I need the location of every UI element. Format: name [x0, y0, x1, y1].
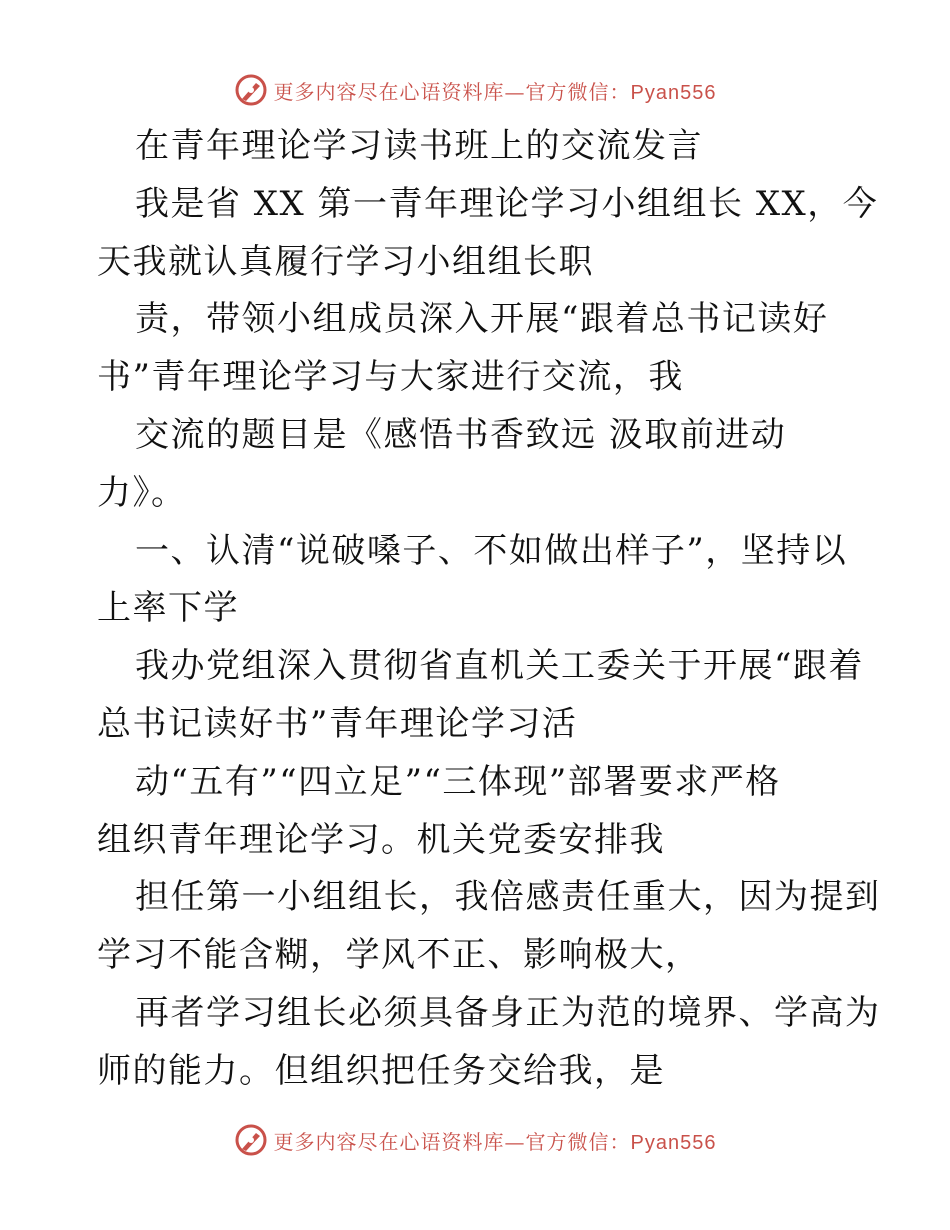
text-line: 师的能力。但组织把任务交给我，是: [97, 1050, 665, 1091]
banner-separator: —: [504, 1129, 526, 1154]
banner-wechat-id: Pyan556: [630, 81, 717, 104]
text-line: 担任第一小组组长，我倍感责任重大，因为提到: [135, 877, 881, 918]
logo-pen-icon: [234, 1123, 268, 1157]
banner-slogan: 更多内容尽在心语资料库: [273, 1129, 505, 1154]
text-line: 学习不能含糊，学风不正、影响极大，: [97, 935, 701, 976]
text-line: 责，带领小组成员深入开展“跟着总书记读好: [135, 299, 829, 340]
document-body: [97, 118, 881, 1101]
text-line: 组织青年理论学习。机关党委安排我: [97, 819, 665, 860]
banner-wechat-label: 官方微信：: [525, 1129, 631, 1154]
text-line: 交流的题目是《感悟书香致远 汲取前进动: [135, 414, 787, 455]
text-line: 我是省 XX 第一青年理论学习小组组长 XX，今: [135, 183, 879, 224]
text-line: 总书记读好书”青年理论学习活: [97, 703, 578, 744]
banner-slogan: 更多内容尽在心语资料库: [273, 79, 505, 104]
text-line: 力》。: [97, 472, 187, 513]
banner-text: [274, 1126, 717, 1155]
footer-banner: [0, 1120, 950, 1160]
text-line: 动“五有”“四立足”“三体现”部署要求严格: [135, 761, 781, 802]
banner-wechat-id: Pyan556: [630, 1131, 717, 1154]
banner-text: [274, 76, 717, 105]
banner-separator: —: [504, 79, 526, 104]
text-line: 天我就认真履行学习小组组长职: [97, 241, 594, 282]
text-line: 一、认清“说破嗓子、不如做出样子”，坚持以: [135, 530, 848, 571]
document-title: 在青年理论学习读书班上的交流发言: [135, 126, 703, 166]
text-line: 上率下学: [97, 588, 239, 629]
text-line: 我办党组深入贯彻省直机关工委关于开展“跟着: [135, 646, 864, 687]
text-line: 书”青年理论学习与大家进行交流，我: [97, 357, 684, 398]
header-banner: [0, 70, 950, 110]
logo-pen-icon: [234, 73, 268, 107]
text-line: 再者学习组长必须具备身正为范的境界、学高为: [135, 992, 881, 1033]
banner-wechat-label: 官方微信：: [525, 79, 631, 104]
